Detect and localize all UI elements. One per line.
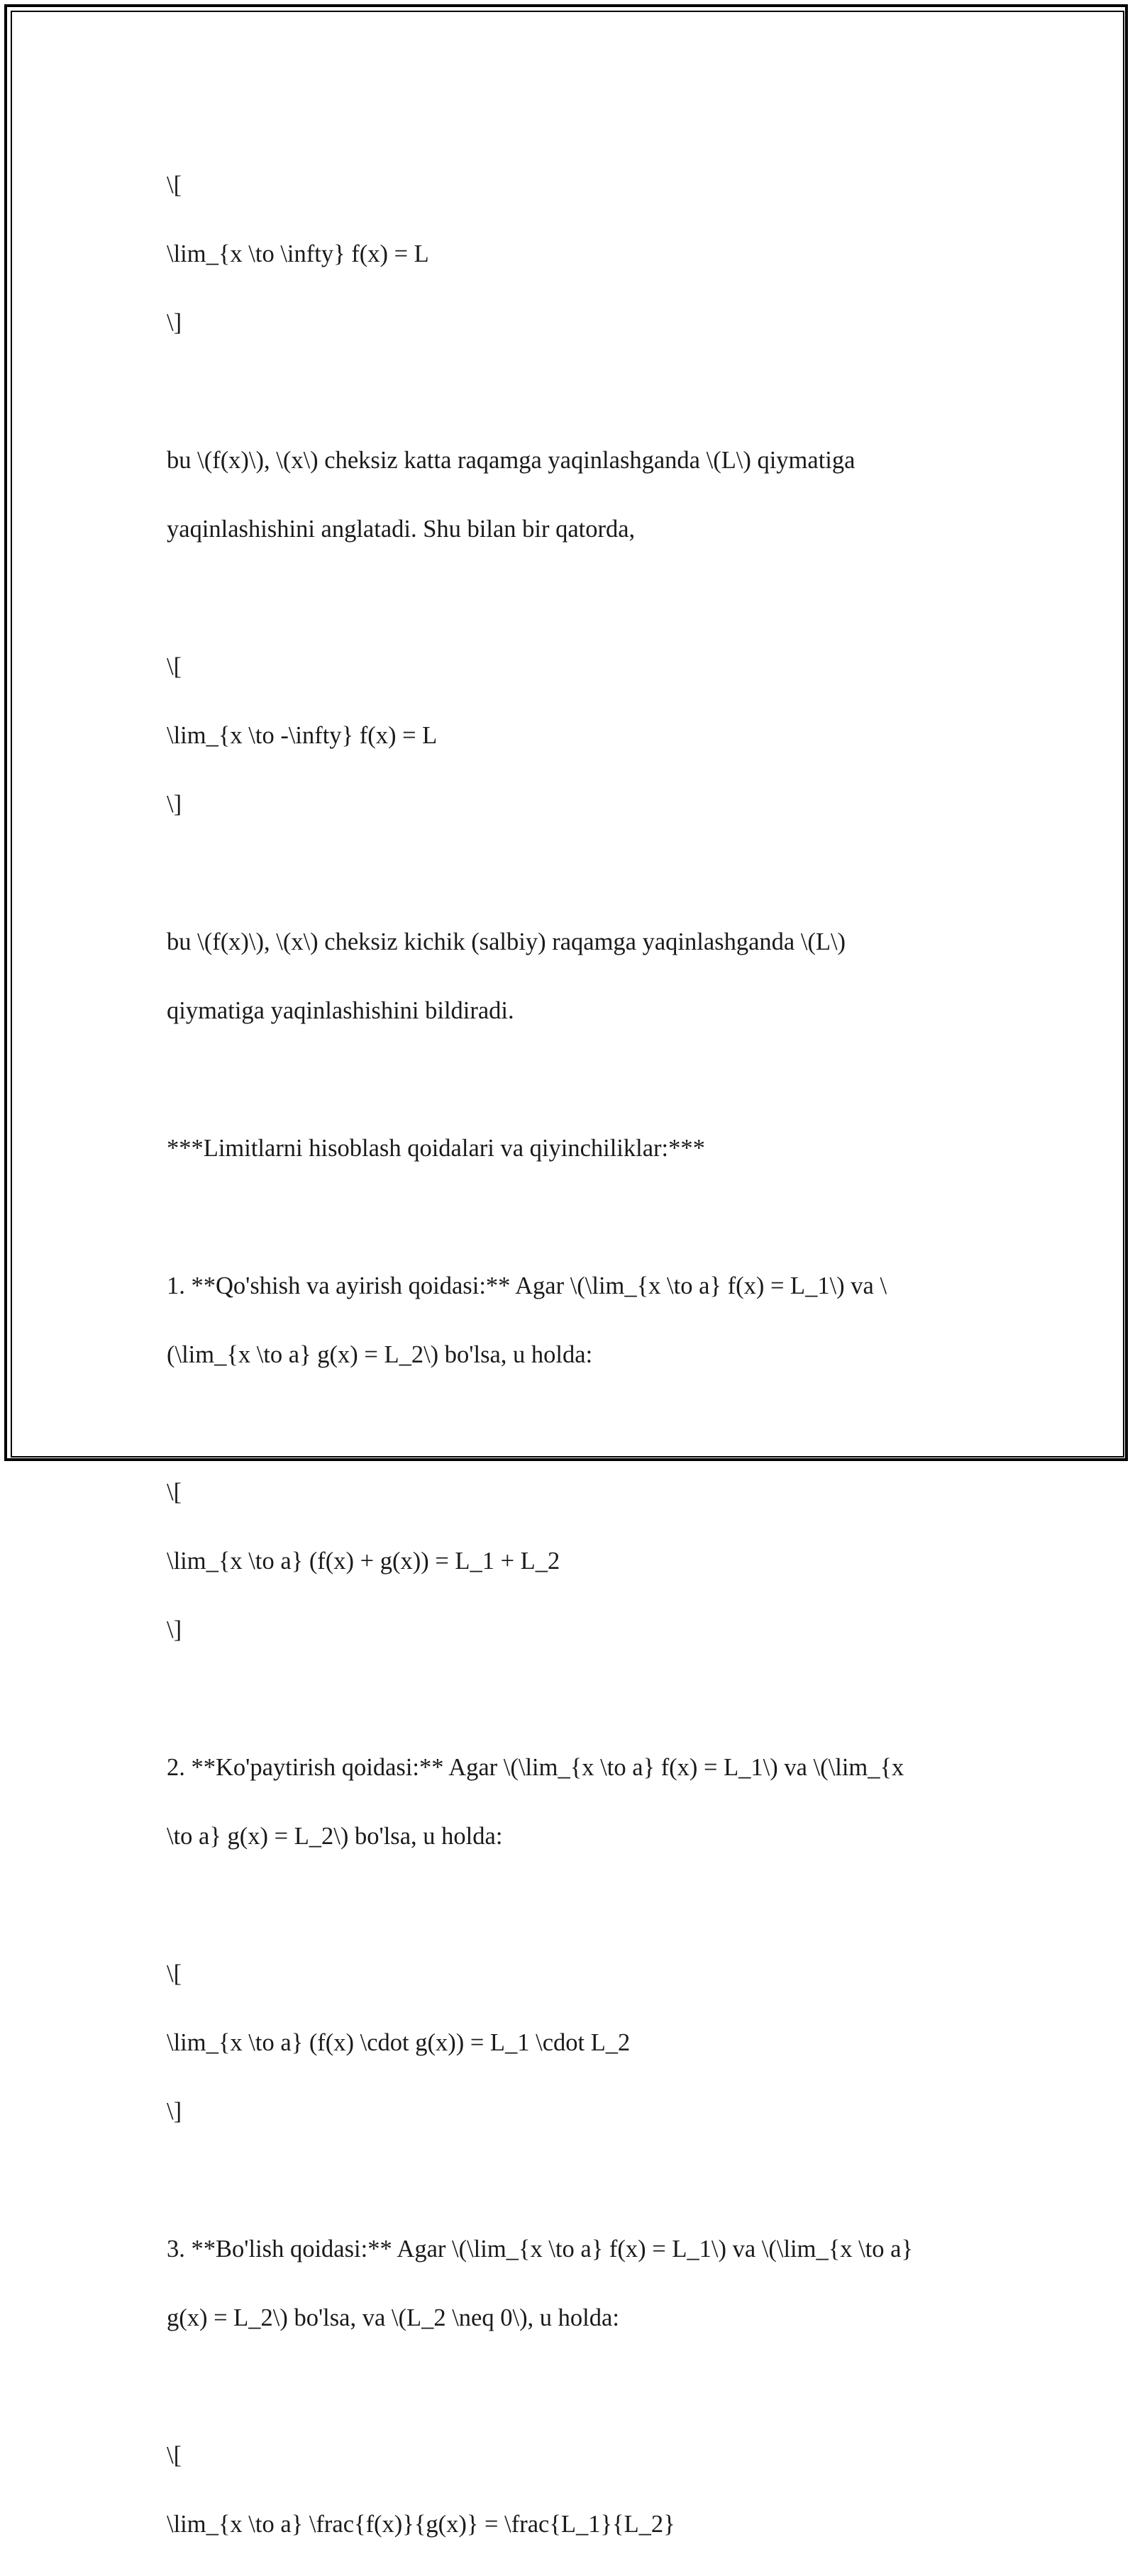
text-line: \lim_{x \to a} (f(x) \cdot g(x)) = L_1 \cdot L_2	[167, 2028, 631, 2056]
document-body	[167, 133, 968, 2576]
blank-line	[167, 1200, 968, 1235]
text-line: g(x) = L_2\) bo'lsa, va \(L_2 \neq 0\), u holda:	[167, 2304, 619, 2331]
text-line: \]	[167, 309, 182, 336]
text-line: (\lim_{x \to a} g(x) = L_2\) bo'lsa, u holda:	[167, 1340, 593, 1368]
blank-line	[167, 581, 968, 616]
text-line: \[	[167, 171, 182, 199]
text-line: \[	[167, 653, 182, 680]
blank-line	[167, 1062, 968, 1097]
text-line: \[	[167, 1960, 182, 1987]
text-line: \lim_{x \to a} \frac{f(x)}{g(x)} = \frac{L_1}{L_2}	[167, 2510, 675, 2538]
section-heading: ***Limitlarni hisoblash qoidalari va qiyinchiliklar:***	[167, 1134, 705, 1162]
text-line: \]	[167, 790, 182, 818]
text-line: bu \(f(x)\), \(x\) cheksiz kichik (salbiy) raqamga yaqinlashganda \(L\)	[167, 928, 846, 955]
text-line: \]	[167, 2097, 182, 2125]
text-line: \lim_{x \to a} (f(x) + g(x)) = L_1 + L_2	[167, 1547, 560, 1575]
blank-line	[167, 2370, 968, 2404]
text-line: yaqinlashishini anglatadi. Shu bilan bir qatorda,	[167, 515, 636, 543]
blank-line	[167, 2163, 968, 2198]
blank-line	[167, 1888, 968, 1923]
text-line: \[	[167, 1478, 182, 1506]
blank-line	[167, 1682, 968, 1716]
text-line: qiymatiga yaqinlashishini bildiradi.	[167, 996, 514, 1024]
text-line: 3. **Bo'lish qoidasi:** Agar \(\lim_{x \to a} f(x) = L_1\) va \(\lim_{x \to a}	[167, 2235, 914, 2263]
text-line: bu \(f(x)\), \(x\) cheksiz katta raqamga yaqinlashganda \(L\) qiymatiga	[167, 446, 856, 474]
blank-line	[167, 374, 968, 409]
text-line: 1. **Qo'shish va ayirish qoidasi:** Agar \(\lim_{x \to a} f(x) = L_1\) va \	[167, 1272, 887, 1299]
text-line: \lim_{x \to \infty} f(x) = L	[167, 240, 429, 267]
blank-line	[167, 856, 968, 891]
text-line: \[	[167, 2441, 182, 2469]
text-line: \lim_{x \to -\infty} f(x) = L	[167, 721, 438, 749]
text-line: 2. **Ko'paytirish qoidasi:** Agar \(\lim_{x \to a} f(x) = L_1\) va \(\lim_{x	[167, 1753, 904, 1781]
text-line: \to a} g(x) = L_2\) bo'lsa, u holda:	[167, 1822, 503, 1850]
text-line: \]	[167, 1616, 182, 1643]
blank-line	[167, 1406, 968, 1441]
